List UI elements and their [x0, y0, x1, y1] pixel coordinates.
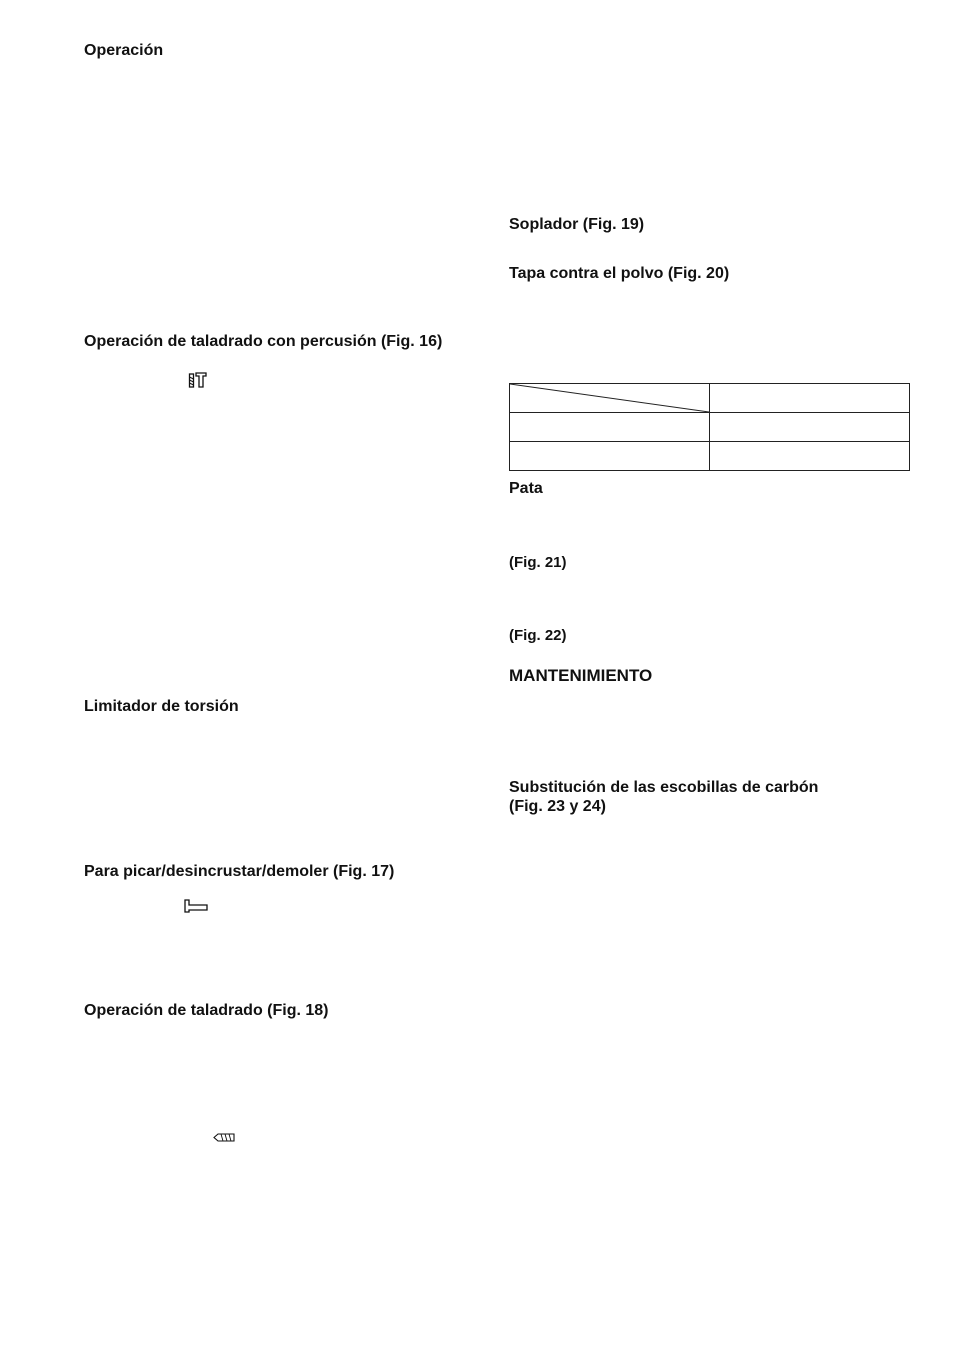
table-header-diagonal-cell: [510, 384, 710, 413]
drill-bit-icon: [213, 1133, 235, 1142]
heading-operacion: Operación: [84, 42, 164, 59]
label-fig22: (Fig. 22): [509, 627, 567, 644]
heading-substitucion: Substitución de las escobillas de carbón: [509, 779, 819, 796]
drill-hammer-icon: [188, 370, 208, 388]
table-cell: [710, 413, 910, 442]
heading-pata: Pata: [509, 480, 543, 497]
heading-picar: Para picar/desincrustar/demoler (Fig. 17): [84, 863, 395, 880]
heading-soplador: Soplador (Fig. 19): [509, 216, 645, 233]
heading-taladrado: Operación de taladrado (Fig. 18): [84, 1002, 329, 1019]
table-cell: [710, 384, 910, 413]
diagonal-divider: [510, 384, 709, 412]
heading-mantenimiento: MANTENIMIENTO: [509, 666, 653, 685]
table-row: [510, 442, 910, 471]
heading-taladrado-percusion: Operación de taladrado con percusión (Fig. 16): [84, 333, 443, 350]
label-fig21: (Fig. 21): [509, 554, 567, 571]
table-cell: [710, 442, 910, 471]
table-row: [510, 413, 910, 442]
table-cell: [510, 442, 710, 471]
table-cell: [510, 413, 710, 442]
heading-tapa: Tapa contra el polvo (Fig. 20): [509, 265, 730, 282]
hammer-icon: [184, 899, 208, 913]
table-row: [510, 384, 910, 413]
heading-limitador: Limitador de torsión: [84, 698, 239, 715]
heading-substitucion-fig: (Fig. 23 y 24): [509, 798, 606, 815]
spec-table: [509, 383, 910, 471]
